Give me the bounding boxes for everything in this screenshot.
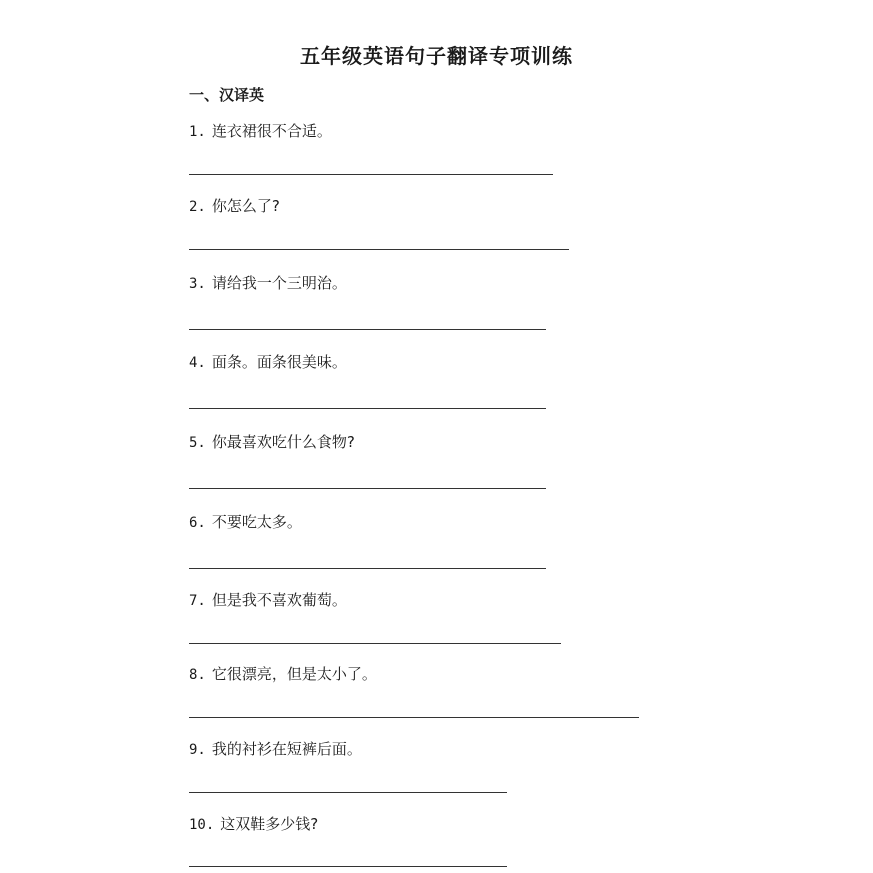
question-number: 7. xyxy=(189,593,206,609)
question-item xyxy=(189,351,347,374)
question-number: 2. xyxy=(189,199,206,215)
question-text: 这双鞋多少钱? xyxy=(220,815,319,833)
question-number: 10. xyxy=(189,817,215,833)
question-text: 不要吃太多。 xyxy=(211,513,302,531)
question-number: 6. xyxy=(189,515,206,531)
answer-line[interactable] xyxy=(189,568,546,569)
question-number: 9. xyxy=(189,742,206,758)
question-item xyxy=(189,663,377,686)
answer-line[interactable] xyxy=(189,174,553,175)
question-item xyxy=(189,813,318,836)
answer-line[interactable] xyxy=(189,488,546,489)
question-text: 我的衬衫在短裤后面。 xyxy=(211,740,362,758)
answer-line[interactable] xyxy=(189,792,507,793)
question-text: 请给我一个三明治。 xyxy=(211,274,347,292)
question-text: 它很漂亮，但是太小了。 xyxy=(211,665,377,683)
answer-line[interactable] xyxy=(189,643,561,644)
question-text: 面条。面条很美味。 xyxy=(211,353,347,371)
question-text: 连衣裙很不合适。 xyxy=(211,122,332,140)
question-number: 4. xyxy=(189,355,206,371)
question-number: 1. xyxy=(189,124,206,140)
answer-line[interactable] xyxy=(189,249,569,250)
answer-line[interactable] xyxy=(189,866,507,867)
question-text: 但是我不喜欢葡萄。 xyxy=(211,591,347,609)
question-item xyxy=(189,738,362,761)
question-number: 8. xyxy=(189,667,206,683)
question-item xyxy=(189,120,332,143)
answer-line[interactable] xyxy=(189,329,546,330)
answer-line[interactable] xyxy=(189,408,546,409)
question-item xyxy=(189,195,280,218)
page-title: 五年级英语句子翻译专项训练 xyxy=(300,44,573,68)
question-text: 你最喜欢吃什么食物? xyxy=(211,433,355,451)
question-item xyxy=(189,431,355,454)
answer-line[interactable] xyxy=(189,717,639,718)
section-heading: 一、汉译英 xyxy=(189,86,265,104)
question-number: 3. xyxy=(189,276,206,292)
question-text: 你怎么了? xyxy=(211,197,280,215)
question-item xyxy=(189,589,347,612)
question-number: 5. xyxy=(189,435,206,451)
question-item xyxy=(189,272,347,295)
question-item xyxy=(189,511,302,534)
